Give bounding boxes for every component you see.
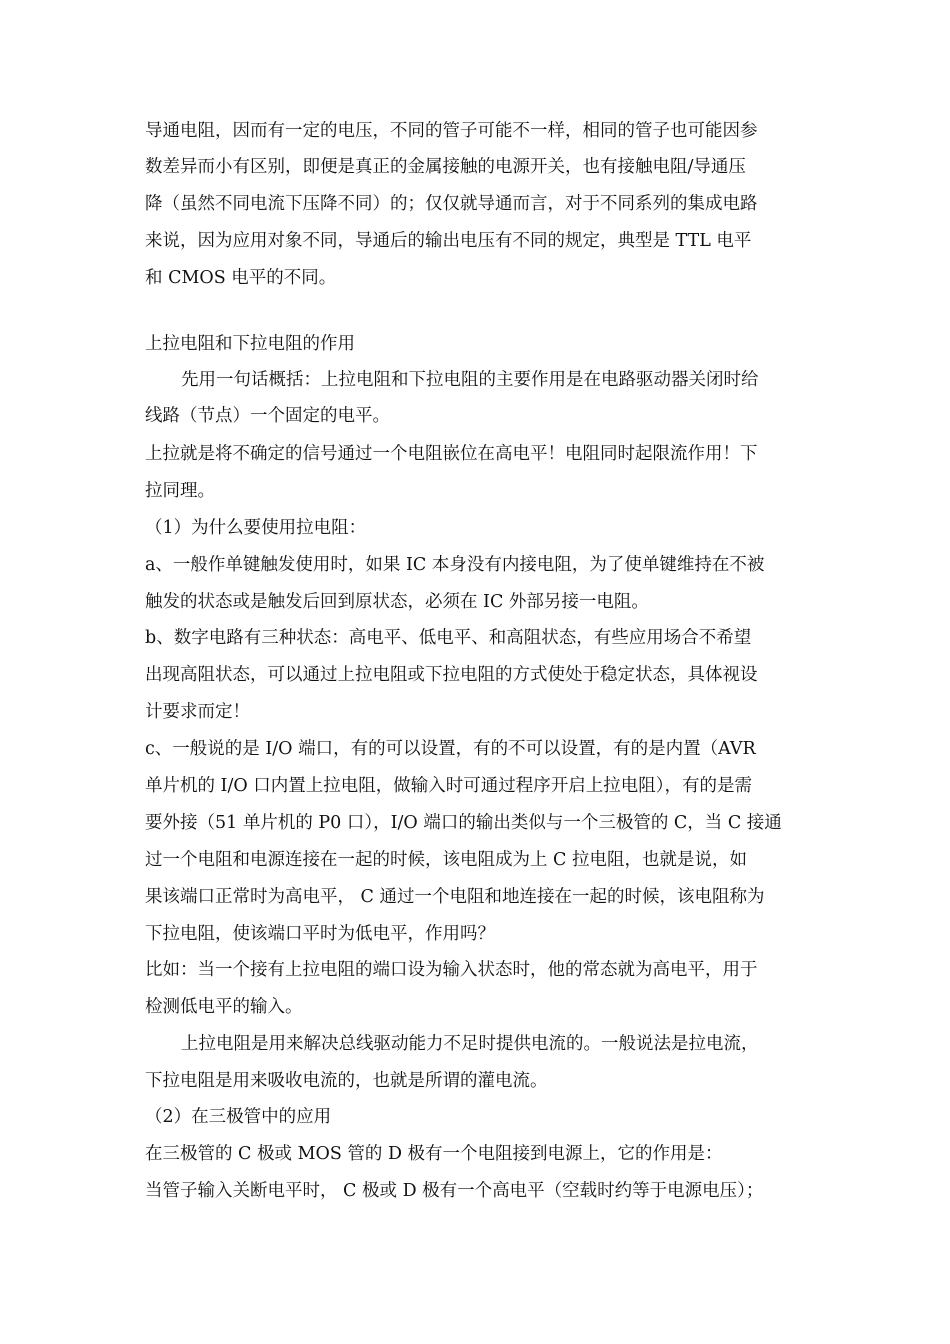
text-line: 下拉电阻，使该端口平时为低电平，作用吗？ bbox=[145, 924, 495, 944]
text-line: 要外接（51 单片机的 P0 口），I/O 端口的输出类似与一个三极管的 C，当 C 接通 bbox=[145, 813, 782, 833]
text-line: 过一个电阻和电源连接在一起的时候，该电阻成为上 C 拉电阻，也就是说，如 bbox=[145, 850, 748, 870]
text-line: 单片机的 I/O 口内置上拉电阻，做输入时可通过程序开启上拉电阻），有的是需 bbox=[145, 776, 753, 796]
text-line: 和 CMOS 电平的不同。 bbox=[145, 268, 337, 288]
text-line: 当管子输入关断电平时， C 极或 D 极有一个高电平（空载时约等于电源电压）； bbox=[145, 1181, 764, 1201]
text-line: 计要求而定！ bbox=[145, 702, 250, 722]
text-line: 先用一句话概括：上拉电阻和下拉电阻的主要作用是在电路驱动器关闭时给 bbox=[181, 370, 759, 390]
text-line: 比如：当一个接有上拉电阻的端口设为输入状态时，他的常态就为高电平，用于 bbox=[145, 960, 758, 980]
text-line: 触发的状态或是触发后回到原状态，必须在 IC 外部另接一电阻。 bbox=[145, 592, 649, 612]
subheading: （1）为什么要使用拉电阻： bbox=[145, 518, 367, 538]
text-line: 在三极管的 C 极或 MOS 管的 D 极有一个电阻接到电源上，它的作用是： bbox=[145, 1144, 723, 1164]
text-line: 降（虽然不同电流下压降不同）的；仅仅就导通而言，对于不同系列的集成电路 bbox=[145, 194, 758, 214]
text-line: b、数字电路有三种状态：高电平、低电平、和高阻状态，有些应用场合不希望 bbox=[145, 628, 752, 648]
text-line: 数差异而小有区别，即便是真正的金属接触的电源开关，也有接触电阻/导通压 bbox=[145, 157, 746, 177]
text-line: a、一般作单键触发使用时，如果 IC 本身没有内接电阻，为了使单键维持在不被 bbox=[145, 555, 765, 575]
text-line: 来说，因为应用对象不同，导通后的输出电压有不同的规定，典型是 TTL 电平 bbox=[145, 231, 752, 251]
text-line: 果该端口正常时为高电平， C 通过一个电阻和地连接在一起的时候，该电阻称为 bbox=[145, 887, 765, 907]
text-line: 检测低电平的输入。 bbox=[145, 997, 303, 1017]
text-line: 线路（节点）一个固定的电平。 bbox=[145, 406, 390, 426]
text-line: 下拉电阻是用来吸收电流的，也就是所谓的灌电流。 bbox=[145, 1071, 548, 1091]
text-line: 上拉电阻是用来解决总线驱动能力不足时提供电流的。一般说法是拉电流， bbox=[181, 1034, 759, 1054]
subheading: （2）在三极管中的应用 bbox=[145, 1107, 332, 1127]
section-heading: 上拉电阻和下拉电阻的作用 bbox=[145, 334, 355, 354]
text-line: 拉同理。 bbox=[145, 481, 215, 501]
text-line: 出现高阻状态，可以通过上拉电阻或下拉电阻的方式使处于稳定状态，具体视设 bbox=[145, 665, 758, 685]
text-line: 导通电阻，因而有一定的电压，不同的管子可能不一样，相同的管子也可能因参 bbox=[145, 121, 758, 141]
text-line: c、一般说的是 I/O 端口，有的可以设置，有的不可以设置，有的是内置（AVR bbox=[145, 739, 756, 759]
text-line: 上拉就是将不确定的信号通过一个电阻嵌位在高电平！电阻同时起限流作用！下 bbox=[145, 444, 758, 464]
